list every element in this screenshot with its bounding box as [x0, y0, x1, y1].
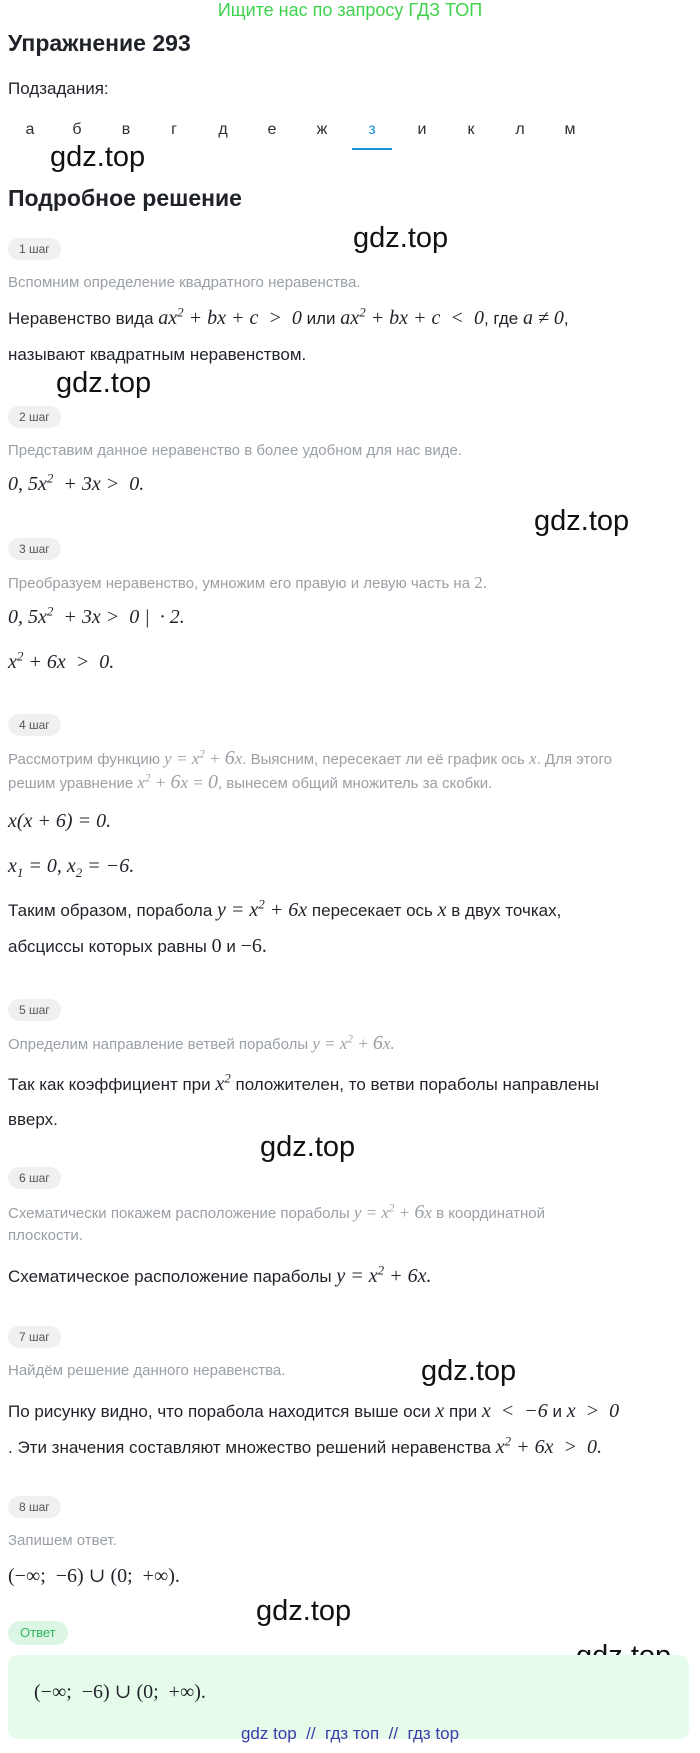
text-fragment: Схематически покажем расположение пораболы: [8, 1205, 350, 1222]
section-title: Подробное решение: [8, 185, 242, 211]
tab-l[interactable]: л: [515, 121, 525, 138]
tab-z[interactable]: з: [352, 108, 392, 150]
step-badge: 7 шаг: [8, 1326, 61, 1348]
watermark: gdz.top: [56, 367, 152, 399]
text-fragment: . Выясним, пересекает ли её график ось: [242, 751, 525, 768]
text-fragment: и: [226, 937, 236, 956]
text-fragment: при: [449, 1402, 478, 1421]
footer-links[interactable]: gdz top // гдз топ // гдз top: [240, 1724, 460, 1743]
math-formula: $x^2 + 6x > 0$.: [8, 648, 115, 673]
math-formula: $x_1 = 0$, $x_2 = -6$.: [8, 855, 135, 880]
text-fragment: Так как коэффициент при: [8, 1075, 211, 1094]
tab-a[interactable]: а: [25, 121, 35, 138]
text-fragment: в двух точках,: [451, 901, 562, 920]
step-text: называют квадратным неравенством.: [8, 345, 307, 364]
answer-badge: Ответ: [8, 1621, 68, 1645]
watermark: gdz.top: [353, 222, 449, 254]
watermark: gdz.top: [534, 505, 630, 537]
text-fragment: абсциссы которых равны: [8, 937, 207, 956]
step-text: Таким образом, порабола $y = x^2 + 6x$ пересекает ось x в двух точках,: [8, 896, 562, 921]
step-badge: 1 шаг: [8, 238, 61, 260]
math-formula: $ax^2$ + bx + c < 0: [340, 304, 484, 329]
step-hint: Запишем ответ.: [8, 1532, 117, 1549]
tab-m[interactable]: м: [564, 121, 576, 138]
step-hint: Найдём решение данного неравенства.: [8, 1362, 286, 1379]
watermark: gdz.top: [260, 1131, 356, 1163]
step-badge: 8 шаг: [8, 1496, 61, 1518]
watermark: gdz.top: [50, 141, 146, 173]
step-hint: Преобразуем неравенство, умножим его правую и левую часть на 2.: [8, 573, 487, 592]
tab-i[interactable]: и: [417, 121, 427, 138]
text-fragment: или: [306, 309, 336, 328]
watermark: gdz.top: [256, 1595, 352, 1627]
step-hint: решим уравнение $x^2 + 6x = 0$, вынесем общий множитель за скобки.: [8, 771, 493, 793]
math-formula: 0, $5x^2 + 3x > 0$.: [8, 470, 145, 495]
step-badge: 2 шаг: [8, 406, 61, 428]
step-text: Неравенство вида $ax^2$ + bx + c > 0 или $ax^2$ + bx + c < 0, где a ≠ 0,: [8, 304, 569, 329]
step-text: вверх.: [8, 1110, 58, 1129]
tab-e[interactable]: е: [267, 121, 277, 138]
step-hint: Схематически покажем расположение пораболы $y = x^2 + 6x$ в координатной: [8, 1201, 545, 1223]
tab-b[interactable]: б: [72, 121, 82, 138]
tab-v[interactable]: в: [121, 121, 131, 138]
step-badge: 4 шаг: [8, 714, 61, 736]
text-fragment: По рисунку видно, что порабола находится выше оси: [8, 1402, 431, 1421]
text-fragment: Рассмотрим функцию: [8, 751, 160, 768]
text-fragment: Определим направление ветвей пораболы: [8, 1036, 309, 1053]
text-fragment: в координатной: [436, 1205, 545, 1222]
answer-formula: (−∞; −6) ∪ (0; +∞).: [34, 1681, 206, 1703]
step-hint: Рассмотрим функцию $y = x^2 + 6x$. Выясним, пересекает ли её график ось x. Для этого: [8, 747, 612, 769]
math-formula: a ≠ 0: [522, 307, 564, 329]
step-text: По рисунку видно, что порабола находится выше оси x при x < −6 и x > 0: [8, 1400, 620, 1422]
math-formula: x(x + 6) = 0.: [8, 810, 112, 832]
text-fragment: Схематическое расположение параболы: [8, 1267, 332, 1286]
tab-g[interactable]: г: [171, 121, 177, 138]
text-fragment: Преобразуем неравенство, умножим его правую и левую часть на: [8, 575, 471, 592]
text-fragment: и: [552, 1402, 562, 1421]
text-fragment: , вынесем общий множитель за скобки.: [217, 775, 493, 792]
step-badge: 6 шаг: [8, 1167, 61, 1189]
text-fragment: Таким образом, порабола: [8, 901, 213, 920]
promo-banner: Ищите нас по запросу ГДЗ ТОП: [217, 0, 483, 20]
step-text: Так как коэффициент при $x^2$ положителен, то ветви пораболы направлены: [8, 1070, 600, 1095]
math-formula: (−∞; −6) ∪ (0; +∞).: [8, 1565, 180, 1587]
text-fragment: положителен, то ветви пораболы направлены: [235, 1075, 600, 1094]
math-formula: $ax^2$ + bx + c > 0: [158, 304, 302, 329]
step-hint: плоскости.: [8, 1227, 83, 1244]
watermark: gdz.top: [421, 1355, 517, 1387]
step-badge: 3 шаг: [8, 538, 61, 560]
text-fragment: , где: [483, 309, 519, 328]
step-text: . Эти значения составляют множество решений неравенства $x^2 + 6x > 0$.: [8, 1433, 602, 1458]
text-fragment: пересекает ось: [311, 901, 433, 920]
step-text: Схематическое расположение параболы $y = x^2 + 6x$.: [8, 1262, 432, 1287]
page-title: Упражнение 293: [8, 30, 191, 56]
tab-d[interactable]: д: [218, 121, 228, 138]
step-hint: Представим данное неравенство в более удобном для нас виде.: [8, 442, 463, 459]
tab-zh[interactable]: ж: [316, 121, 328, 138]
text-fragment: . Для этого: [536, 751, 612, 768]
step-text: абсциссы которых равны 0 и −6.: [8, 935, 267, 957]
text-fragment: . Эти значения составляют множество решений неравенства: [8, 1438, 491, 1457]
tab-k[interactable]: к: [467, 121, 475, 138]
text-fragment: решим уравнение: [8, 775, 134, 792]
subtasks-label: Подзадания:: [8, 79, 109, 98]
text-fragment: Неравенство вида: [8, 309, 154, 328]
step-hint: Вспомним определение квадратного неравенства.: [8, 274, 361, 291]
math-formula: 0, $5x^2 + 3x > 0$ | · 2.: [8, 603, 185, 628]
step-badge: 5 шаг: [8, 999, 61, 1021]
step-hint: Определим направление ветвей пораболы $y = x^2 + 6x$.: [8, 1032, 395, 1054]
